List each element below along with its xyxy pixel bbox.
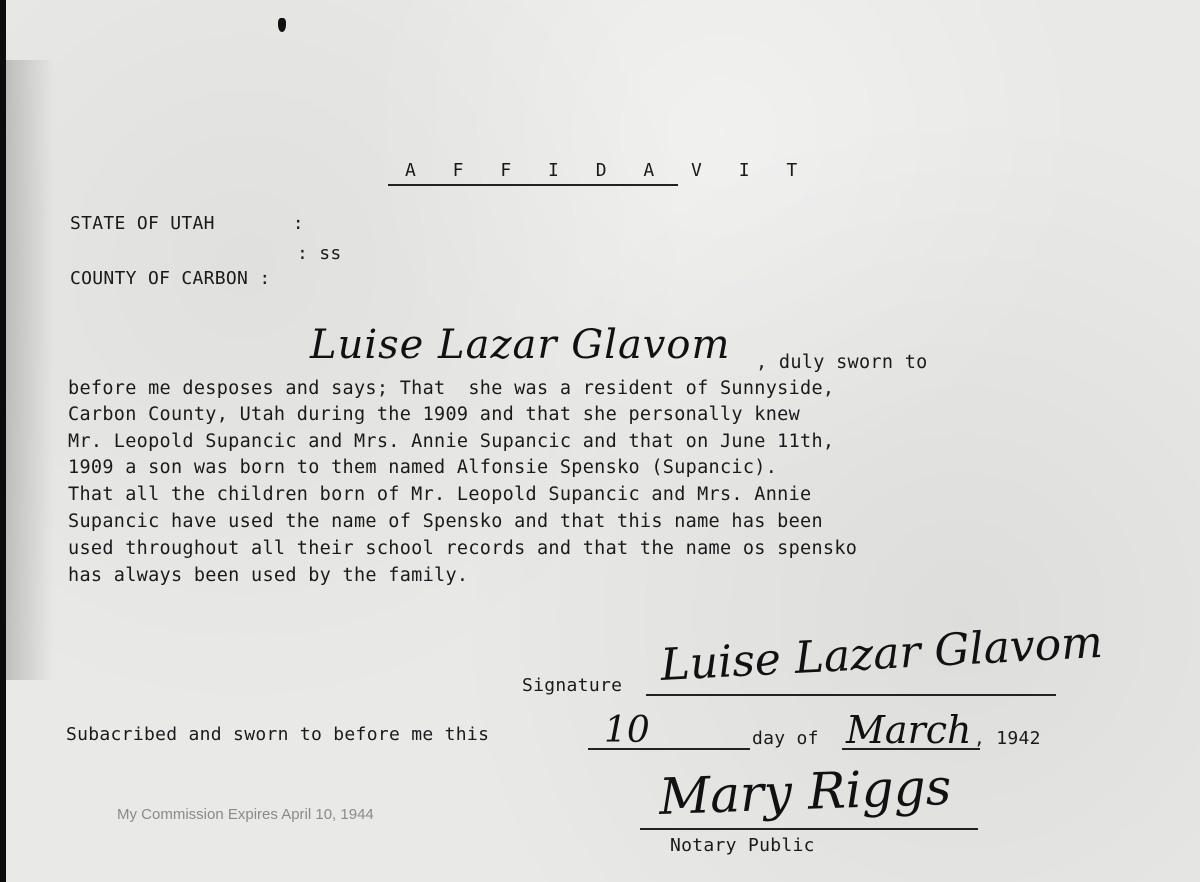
- affiant-signature: Luise Lazar Glavom: [659, 616, 1105, 691]
- day-of-label: day of: [752, 728, 819, 749]
- body-line-1: , duly sworn to: [756, 352, 928, 373]
- body-line-4: Mr. Leopold Supancic and Mrs. Annie Supancic and that on June 11th,: [68, 431, 835, 452]
- body-line-2: before me desposes and says; That she was a resident of Sunnyside,: [68, 378, 835, 399]
- commission-stamp: My Commission Expires April 10, 1944: [117, 806, 374, 823]
- page-shadow: [6, 60, 54, 680]
- venue-county: COUNTY OF CARBON :: [70, 268, 271, 289]
- notary-signature: Mary Riggs: [657, 757, 953, 826]
- notary-label: Notary Public: [670, 835, 815, 856]
- signature-underline: [646, 694, 1056, 696]
- body-line-5: 1909 a son was born to them named Alfonsie Spensko (Supancic).: [68, 457, 778, 478]
- month-value: March: [846, 708, 972, 752]
- ink-mark: [278, 18, 286, 32]
- day-value: 10: [604, 710, 650, 751]
- affiant-handwritten-name: Luise Lazar Glavom: [310, 322, 731, 368]
- signature-label: Signature: [522, 675, 623, 696]
- body-line-7: Supancic have used the name of Spensko and that this name has been: [68, 511, 823, 532]
- jurat-text: Subacribed and sworn to before me this: [66, 724, 490, 745]
- body-line-6: That all the children born of Mr. Leopold Supancic and Mrs. Annie: [68, 484, 812, 505]
- year-value: , 1942: [974, 728, 1041, 749]
- body-line-3: Carbon County, Utah during the 1909 and that she personally knew: [68, 404, 801, 425]
- notary-underline: [640, 828, 978, 830]
- affiant-name-baseline: [298, 368, 758, 369]
- body-line-9: has always been used by the family.: [68, 565, 469, 586]
- venue-state: STATE OF UTAH :: [70, 213, 304, 234]
- venue-ss: : ss: [297, 243, 342, 264]
- title-underline: [388, 184, 678, 186]
- body-line-8: used throughout all their school records and that the name os spensko: [68, 538, 858, 559]
- document-title: A F F I D A V I T: [405, 160, 811, 181]
